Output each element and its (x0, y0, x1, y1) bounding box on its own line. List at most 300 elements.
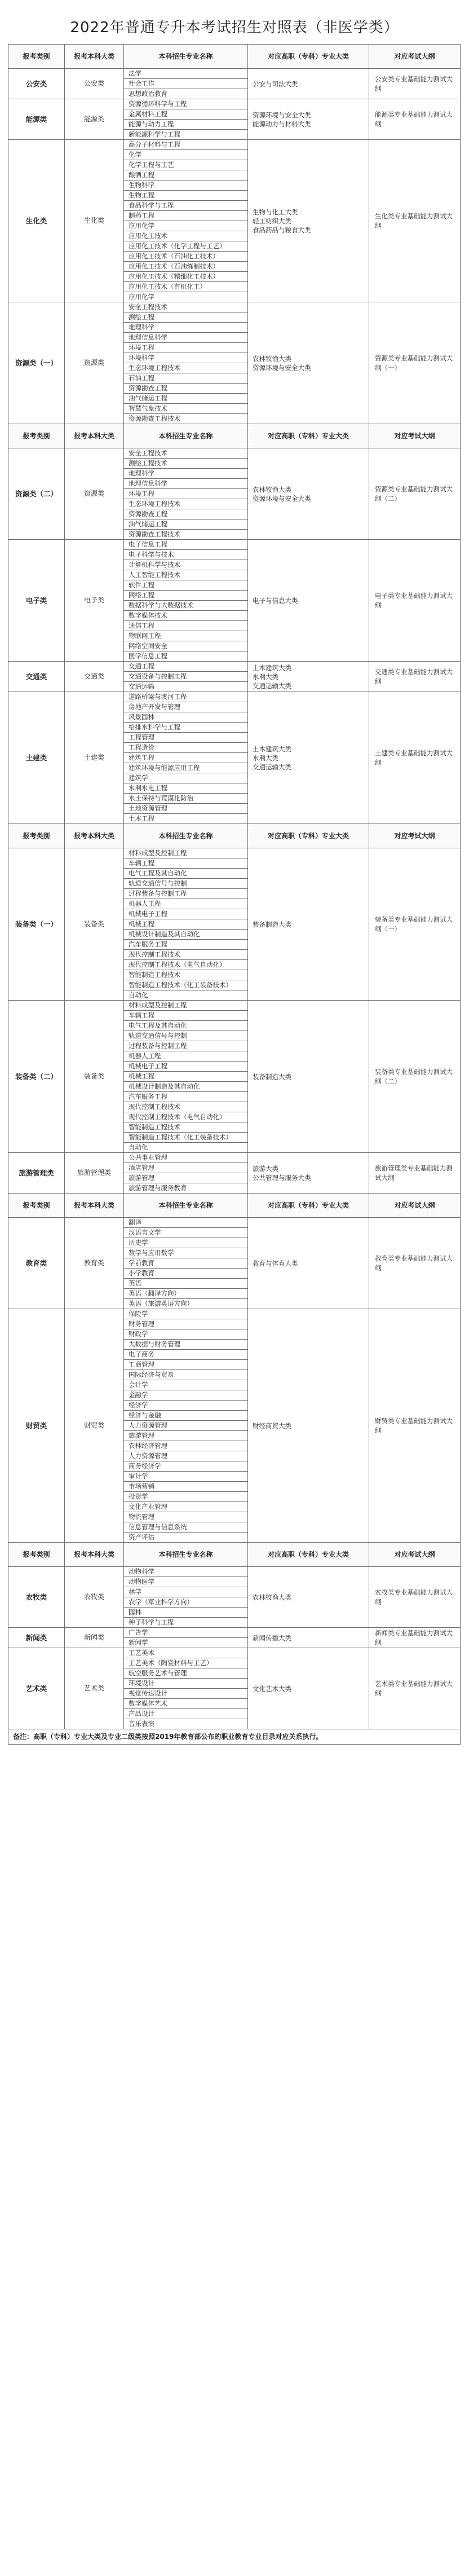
syllabus-line: 资源类专业基础能力测试大纲（一） (375, 354, 453, 372)
major-name: 物流管理 (124, 1512, 248, 1522)
exam-syllabus (369, 140, 461, 302)
vocational-category: 资源环境与安全大类 (253, 363, 311, 372)
exam-syllabus (369, 1648, 461, 1729)
major-name: 人工智能工程技术 (124, 570, 248, 580)
exam-category: 交通类 (8, 662, 65, 692)
exam-category: 教育类 (8, 1218, 65, 1309)
major-name: 酒店管理 (124, 1163, 248, 1173)
vocational-category: 资源环境与安全大类 (253, 494, 311, 503)
exam-syllabus (369, 1628, 461, 1648)
header-cell: 报考类别 (8, 424, 65, 448)
major-name: 金属材料工程 (124, 109, 248, 120)
major-name: 电子信息工程 (124, 540, 248, 550)
major-name: 大数据与财务管理 (124, 1340, 248, 1350)
enrollment-table (8, 44, 461, 1745)
major-name: 资源勘查工程 (124, 384, 248, 394)
header-cell: 本科招生专业名称 (124, 824, 248, 848)
major-name: 机械设计制造及其自动化 (124, 1082, 248, 1092)
table-row (8, 692, 461, 702)
major-name: 机器人工程 (124, 1051, 248, 1062)
major-name: 测绘工程 (124, 312, 248, 323)
exam-category: 资源类（一） (8, 302, 65, 424)
major-name: 新能源科学与工程 (124, 130, 248, 140)
note-text: 备注：高职（专科）专业大类及专业二级类按照2019年教育部公布的职业教育专业目录对应关系执行。 (8, 1729, 461, 1745)
major-name: 新闻学 (124, 1638, 248, 1648)
major-name: 保险学 (124, 1309, 248, 1319)
table-row (8, 1309, 461, 1319)
exam-syllabus (369, 848, 461, 1001)
table-header-row (8, 45, 461, 69)
major-name: 航空服务艺术与管理 (124, 1668, 248, 1679)
major-name: 水利水电工程 (124, 783, 248, 794)
major-name: 地理信息科学 (124, 333, 248, 343)
major-name: 小学教育 (124, 1269, 248, 1279)
major-name: 网络空间安全 (124, 641, 248, 651)
major-name: 学前教育 (124, 1258, 248, 1269)
vocational-categories (248, 448, 369, 540)
major-name: 应用化工技术（石油炼制技术） (124, 262, 248, 272)
major-name: 投资学 (124, 1492, 248, 1502)
major-name: 测绘工程技术 (124, 459, 248, 469)
exam-syllabus (369, 1567, 461, 1628)
major-name: 现代控制工程技术（电气自动化） (124, 960, 248, 970)
syllabus-line: 资源类专业基础能力测试大纲（二） (375, 485, 453, 503)
major-name: 建筑学 (124, 773, 248, 783)
vocational-category: 土木建筑大类 (253, 663, 291, 672)
major-name: 环境设计 (124, 1679, 248, 1689)
major-name: 交通运输 (124, 682, 248, 692)
undergrad-big-category: 交通类 (65, 662, 124, 692)
major-name: 轨道交通信号与控制 (124, 1031, 248, 1041)
header-cell: 本科招生专业名称 (124, 1194, 248, 1218)
major-name: 园林 (124, 1608, 248, 1618)
major-name: 数学与应用数学 (124, 1248, 248, 1258)
major-name: 经济学 (124, 1401, 248, 1411)
header-cell: 报考本科大类 (65, 45, 124, 69)
header-cell: 对应考试大纲 (369, 824, 461, 848)
major-name: 生物工程 (124, 191, 248, 201)
major-name: 工程管理 (124, 733, 248, 743)
exam-category: 电子类 (8, 540, 65, 662)
table-header-row (8, 424, 461, 448)
vocational-category: 交通运输大类 (253, 681, 291, 690)
exam-category: 资源类（二） (8, 448, 65, 540)
vocational-categories (248, 1218, 369, 1309)
exam-syllabus (369, 1001, 461, 1153)
exam-category: 新闻类 (8, 1628, 65, 1648)
major-name: 应用化工技术 (124, 231, 248, 241)
major-name: 车辆工程 (124, 1011, 248, 1021)
table-row (8, 99, 461, 109)
major-name: 汽车服务工程 (124, 940, 248, 950)
major-name: 应用化学 (124, 292, 248, 302)
page-title: 2022年普通专升本考试招生对照表（非医学类） (70, 19, 399, 36)
header-cell: 报考类别 (8, 1543, 65, 1567)
vocational-categories (248, 1153, 369, 1194)
vocational-category: 农林牧渔大类 (253, 354, 291, 363)
vocational-category: 交通运输大类 (253, 763, 291, 771)
major-name: 给排水科学与工程 (124, 723, 248, 733)
major-name: 数据科学与大数据技术 (124, 601, 248, 611)
undergrad-big-category: 农牧类 (65, 1567, 124, 1628)
undergrad-big-category: 艺术类 (65, 1648, 124, 1729)
major-name: 软件工程 (124, 580, 248, 591)
major-name: 医学信息工程 (124, 651, 248, 662)
vocational-categories (248, 662, 369, 692)
header-cell: 对应考试大纲 (369, 45, 461, 69)
major-name: 翻译 (124, 1218, 248, 1228)
exam-syllabus (369, 1218, 461, 1309)
major-name: 地理信息科学 (124, 479, 248, 489)
exam-category: 农牧类 (8, 1567, 65, 1628)
exam-syllabus (369, 540, 461, 662)
vocational-category: 资源环境与安全大类 (253, 111, 311, 119)
table-row (8, 448, 461, 459)
undergrad-big-category: 资源类 (65, 302, 124, 424)
major-name: 金融学 (124, 1390, 248, 1401)
exam-category: 装备类（二） (8, 1001, 65, 1153)
vocational-category: 食品药品与粮食大类 (253, 226, 311, 234)
syllabus-line: 交通类专业基础能力测试大纲 (375, 667, 453, 685)
syllabus-line: 土建类专业基础能力测试大纲 (375, 748, 453, 767)
major-name: 农学（草业科学方向） (124, 1597, 248, 1608)
major-name: 生物科学 (124, 180, 248, 191)
vocational-category: 公共管理与服务大类 (253, 1173, 311, 1182)
major-name: 资源勘查工程技术 (124, 530, 248, 540)
major-name: 建筑环境与能源应用工程 (124, 763, 248, 773)
major-name: 信息管理与信息系统 (124, 1522, 248, 1533)
header-cell: 对应高职（专科）专业大类 (248, 45, 369, 69)
major-name: 酿酒工程 (124, 170, 248, 180)
major-name: 英语（翻译方向） (124, 1289, 248, 1299)
major-name: 国际经济与贸易 (124, 1370, 248, 1380)
table-row (8, 302, 461, 312)
major-name: 公共事业管理 (124, 1153, 248, 1163)
major-name: 智能制造工程技术（化工装备技术） (124, 980, 248, 990)
undergrad-big-category: 公安类 (65, 69, 124, 99)
note-row (8, 1729, 461, 1745)
table-row (8, 848, 461, 858)
vocational-categories (248, 1628, 369, 1648)
major-name: 过程装备与控制工程 (124, 889, 248, 899)
major-name: 建筑工程 (124, 753, 248, 763)
major-name: 智慧气象技术 (124, 404, 248, 414)
syllabus-line: 电子类专业基础能力测试大纲 (375, 591, 453, 609)
major-name: 文化产业管理 (124, 1502, 248, 1512)
exam-category: 土建类 (8, 692, 65, 824)
major-name: 网络工程 (124, 591, 248, 601)
header-cell: 报考类别 (8, 45, 65, 69)
major-name: 食品科学与工程 (124, 201, 248, 211)
syllabus-line: 新闻类专业基础能力测试大纲 (375, 1628, 453, 1646)
major-name: 石油工程 (124, 373, 248, 384)
major-name: 机械电子工程 (124, 1062, 248, 1072)
major-name: 能源与动力工程 (124, 120, 248, 130)
table-row (8, 662, 461, 672)
major-name: 工程造价 (124, 743, 248, 753)
syllabus-line: 艺术类专业基础能力测试大纲 (375, 1679, 453, 1697)
major-name: 工艺美术（陶瓷材料与工艺） (124, 1658, 248, 1668)
vocational-category: 水利大类 (253, 754, 278, 762)
major-name: 市场营销 (124, 1482, 248, 1492)
undergrad-big-category: 资源类 (65, 448, 124, 540)
header-cell: 对应高职（专科）专业大类 (248, 424, 369, 448)
major-name: 油气储运工程 (124, 394, 248, 404)
header-cell: 报考类别 (8, 1194, 65, 1218)
major-name: 工艺美术 (124, 1648, 248, 1658)
major-name: 资产评估 (124, 1533, 248, 1543)
header-cell: 报考本科大类 (65, 424, 124, 448)
major-name: 安全工程技术 (124, 448, 248, 459)
vocational-category: 电子与信息大类 (253, 596, 298, 605)
major-name: 电子科学与技术 (124, 550, 248, 560)
major-name: 机械工程 (124, 919, 248, 930)
exam-syllabus (369, 1309, 461, 1543)
vocational-categories (248, 1567, 369, 1628)
exam-syllabus (369, 69, 461, 99)
exam-category: 装备类（一） (8, 848, 65, 1001)
major-name: 电子商务 (124, 1350, 248, 1360)
header-cell: 对应高职（专科）专业大类 (248, 1194, 369, 1218)
exam-category: 生化类 (8, 140, 65, 302)
header-cell: 对应考试大纲 (369, 1543, 461, 1567)
header-cell: 对应考试大纲 (369, 1194, 461, 1218)
table-row (8, 1648, 461, 1658)
major-name: 化学 (124, 150, 248, 160)
vocational-category: 文化艺术大类 (253, 1684, 291, 1693)
major-name: 生态环境工程技术 (124, 363, 248, 373)
major-name: 油气储运工程 (124, 519, 248, 530)
major-name: 电气工程及其自动化 (124, 1021, 248, 1031)
major-name: 资源勘查工程技术 (124, 414, 248, 424)
exam-category: 公安类 (8, 69, 65, 99)
major-name: 人力资源管理 (124, 1421, 248, 1431)
vocational-categories (248, 692, 369, 824)
major-name: 智能制造工程技术 (124, 970, 248, 980)
major-name: 制药工程 (124, 211, 248, 221)
major-name: 应用化工技术（有机化工） (124, 282, 248, 292)
undergrad-big-category: 电子类 (65, 540, 124, 662)
major-name: 自动化 (124, 990, 248, 1001)
vocational-category: 装备制造大类 (253, 1072, 291, 1081)
vocational-category: 装备制造大类 (253, 920, 291, 928)
vocational-categories (248, 140, 369, 302)
major-name: 广告学 (124, 1628, 248, 1638)
major-name: 农林经济管理 (124, 1441, 248, 1451)
table-row (8, 540, 461, 550)
undergrad-big-category: 能源类 (65, 99, 124, 140)
major-name: 种子科学与工程 (124, 1618, 248, 1628)
major-name: 材料成型及控制工程 (124, 848, 248, 858)
enrollment-table-body (8, 45, 461, 1745)
major-name: 旅游管理与服务教育 (124, 1183, 248, 1194)
major-name: 风景园林 (124, 712, 248, 723)
table-row (8, 1153, 461, 1163)
header-cell: 本科招生专业名称 (124, 45, 248, 69)
major-name: 英语（旅游英语方向） (124, 1299, 248, 1309)
major-name: 化学工程与工艺 (124, 160, 248, 170)
table-row (8, 140, 461, 150)
syllabus-line: 教育类专业基础能力测试大纲 (375, 1254, 453, 1272)
syllabus-line: 能源类专业基础能力测试大纲 (375, 110, 453, 128)
table-row (8, 1628, 461, 1638)
major-name: 车辆工程 (124, 858, 248, 869)
major-name: 应用化工技术（石油化工技术） (124, 252, 248, 262)
major-name: 资源循环科学与工程 (124, 99, 248, 109)
undergrad-big-category: 旅游管理类 (65, 1153, 124, 1194)
undergrad-big-category: 新闻类 (65, 1628, 124, 1648)
major-name: 财政学 (124, 1329, 248, 1340)
major-name: 物联网工程 (124, 631, 248, 641)
major-name: 汉语言文学 (124, 1228, 248, 1238)
major-name: 电气工程及其自动化 (124, 869, 248, 879)
major-name: 智能制造工程技术（化工装备技术） (124, 1133, 248, 1143)
major-name: 高分子材料与工程 (124, 140, 248, 150)
exam-syllabus (369, 99, 461, 140)
vocational-category: 公安与司法大类 (253, 80, 298, 88)
vocational-categories (248, 540, 369, 662)
vocational-category: 农林牧渔大类 (253, 485, 291, 494)
major-name: 旅游管理 (124, 1431, 248, 1441)
major-name: 数字媒体技术 (124, 611, 248, 621)
vocational-category: 财经商贸大类 (253, 1421, 291, 1430)
major-name: 过程装备与控制工程 (124, 1041, 248, 1051)
vocational-category: 轻工纺织大类 (253, 217, 291, 225)
major-name: 机械电子工程 (124, 909, 248, 919)
header-cell: 本科招生专业名称 (124, 1543, 248, 1567)
major-name: 地理科学 (124, 323, 248, 333)
major-name: 材料成型及控制工程 (124, 1001, 248, 1011)
major-name: 水土保持与荒漠化防治 (124, 794, 248, 804)
header-cell: 对应高职（专科）专业大类 (248, 824, 369, 848)
vocational-categories (248, 848, 369, 1001)
major-name: 房地产开发与管理 (124, 702, 248, 712)
header-cell: 对应考试大纲 (369, 424, 461, 448)
exam-category: 能源类 (8, 99, 65, 140)
major-name: 通信工程 (124, 621, 248, 631)
major-name: 地理科学 (124, 469, 248, 479)
vocational-categories (248, 1648, 369, 1729)
syllabus-line: 装备类专业基础能力测试大纲（一） (375, 915, 453, 933)
major-name: 旅游管理 (124, 1173, 248, 1183)
major-name: 产品设计 (124, 1709, 248, 1719)
major-name: 审计学 (124, 1472, 248, 1482)
syllabus-line: 生化类专业基础能力测试大纲 (375, 212, 453, 230)
major-name: 自动化 (124, 1143, 248, 1153)
major-name: 安全工程技术 (124, 302, 248, 312)
header-cell: 报考本科大类 (65, 824, 124, 848)
exam-syllabus (369, 692, 461, 824)
exam-category: 艺术类 (8, 1648, 65, 1729)
table-row (8, 1218, 461, 1228)
major-name: 环境工程 (124, 489, 248, 499)
table-row (8, 1001, 461, 1011)
vocational-categories (248, 69, 369, 99)
table-header-row (8, 1543, 461, 1567)
header-cell: 报考本科大类 (65, 1194, 124, 1218)
vocational-categories (248, 1001, 369, 1153)
major-name: 财务管理 (124, 1319, 248, 1329)
undergrad-big-category: 土建类 (65, 692, 124, 824)
exam-syllabus (369, 302, 461, 424)
major-name: 计算机科学与技术 (124, 560, 248, 570)
major-name: 历史学 (124, 1238, 248, 1248)
major-name: 轨道交通信号与控制 (124, 879, 248, 889)
undergrad-big-category: 装备类 (65, 848, 124, 1001)
major-name: 动物科学 (124, 1567, 248, 1577)
header-cell: 本科招生专业名称 (124, 424, 248, 448)
undergrad-big-category: 财贸类 (65, 1309, 124, 1543)
major-name: 土木工程 (124, 814, 248, 824)
exam-category: 财贸类 (8, 1309, 65, 1543)
major-name: 工商管理 (124, 1360, 248, 1370)
major-name: 智能制造工程技术 (124, 1122, 248, 1133)
major-name: 道路桥梁与渡河工程 (124, 692, 248, 702)
major-name: 林学 (124, 1587, 248, 1597)
vocational-categories (248, 99, 369, 140)
header-cell: 报考类别 (8, 824, 65, 848)
undergrad-big-category: 装备类 (65, 1001, 124, 1153)
major-name: 机械工程 (124, 1072, 248, 1082)
vocational-category: 土木建筑大类 (253, 745, 291, 753)
major-name: 社会工作 (124, 79, 248, 89)
major-name: 数字媒体艺术 (124, 1699, 248, 1709)
exam-syllabus (369, 448, 461, 540)
syllabus-line: 农牧类专业基础能力测试大纲 (375, 1588, 453, 1606)
vocational-category: 水利大类 (253, 672, 278, 681)
vocational-category: 生物与化工大类 (253, 208, 298, 216)
vocational-category: 农林牧渔大类 (253, 1593, 291, 1601)
exam-category: 旅游管理类 (8, 1153, 65, 1194)
major-name: 会计学 (124, 1380, 248, 1390)
major-name: 资源勘查工程 (124, 509, 248, 519)
table-header-row (8, 1194, 461, 1218)
major-name: 汽车服务工程 (124, 1092, 248, 1102)
vocational-categories (248, 1309, 369, 1543)
major-name: 现代控制工程技术 (124, 950, 248, 960)
major-name: 交通工程 (124, 662, 248, 672)
major-name: 环境科学 (124, 353, 248, 363)
major-name: 土地资源管理 (124, 804, 248, 814)
major-name: 动物医学 (124, 1577, 248, 1587)
exam-syllabus (369, 662, 461, 692)
major-name: 环境工程 (124, 343, 248, 353)
undergrad-big-category: 教育类 (65, 1218, 124, 1309)
table-row (8, 69, 461, 79)
major-name: 音乐表演 (124, 1719, 248, 1729)
major-name: 生态环境工程技术 (124, 499, 248, 509)
major-name: 英语 (124, 1279, 248, 1289)
major-name: 现代控制工程技术（电气自动化） (124, 1112, 248, 1122)
major-name: 应用化学 (124, 221, 248, 231)
major-name: 经济与金融 (124, 1411, 248, 1421)
major-name: 应用化工技术（精细化工技术） (124, 272, 248, 282)
header-cell: 对应高职（专科）专业大类 (248, 1543, 369, 1567)
vocational-categories (248, 302, 369, 424)
vocational-category: 新闻传播大类 (253, 1633, 291, 1642)
vocational-category: 教育与体育大类 (253, 1259, 298, 1267)
major-name: 交通设备与控制工程 (124, 672, 248, 682)
major-name: 法学 (124, 69, 248, 79)
vocational-category: 能源动力与材料大类 (253, 120, 311, 128)
vocational-category: 旅游大类 (253, 1164, 278, 1173)
undergrad-big-category: 生化类 (65, 140, 124, 302)
major-name: 视觉传达设计 (124, 1689, 248, 1699)
table-header-row (8, 824, 461, 848)
syllabus-line: 装备类专业基础能力测试大纲（二） (375, 1067, 453, 1085)
header-cell: 报考本科大类 (65, 1543, 124, 1567)
table-row (8, 1567, 461, 1577)
